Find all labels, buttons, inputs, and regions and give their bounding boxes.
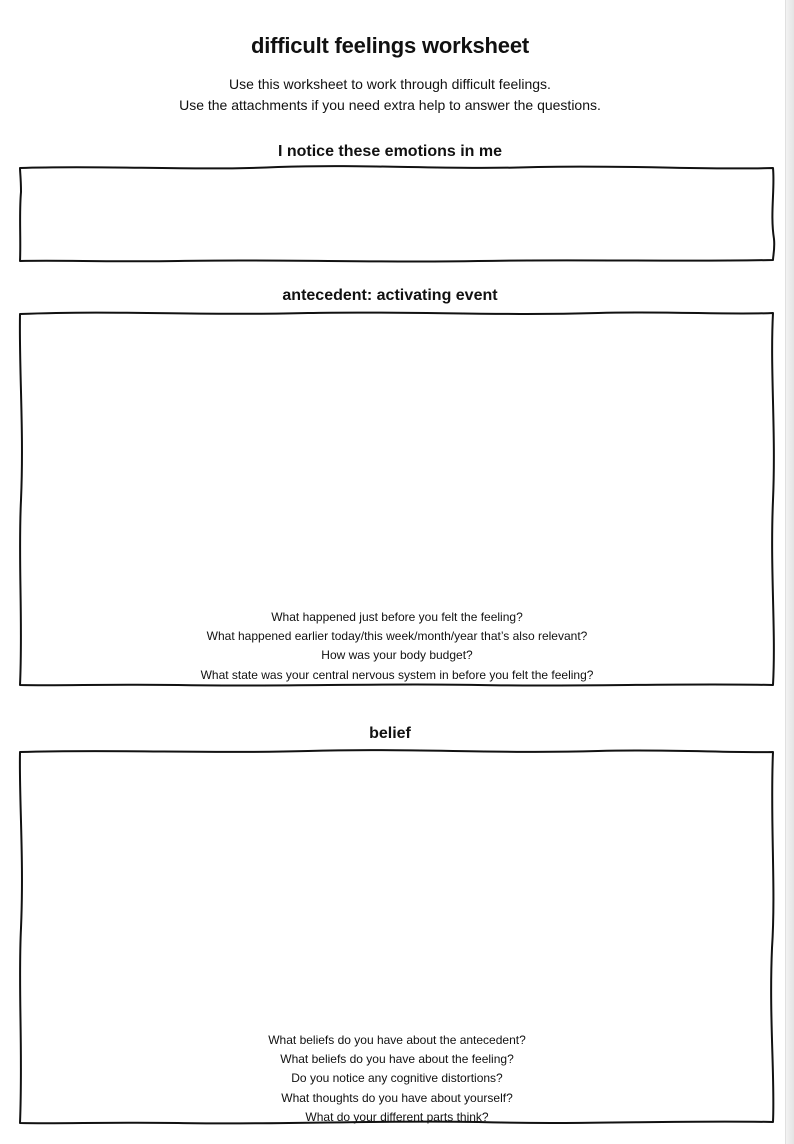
emotions-box[interactable] — [18, 164, 776, 264]
antecedent-prompt: How was your body budget? — [321, 648, 473, 663]
antecedent-prompts — [18, 608, 776, 685]
belief-prompts — [18, 1031, 776, 1127]
belief-prompt: What do your different parts think? — [305, 1109, 489, 1124]
belief-prompt: What thoughts do you have about yourself? — [281, 1090, 513, 1105]
belief-prompt: What beliefs do you have about the feeling? — [280, 1052, 514, 1067]
antecedent-prompt: What state was your central nervous system in before you felt the feeling? — [200, 667, 594, 682]
antecedent-prompt: What happened earlier today/this week/month/year that’s also relevant? — [206, 629, 588, 644]
intro-line-1: Use this worksheet to work through difficult feelings. — [229, 76, 551, 92]
worksheet-title: difficult feelings worksheet — [250, 33, 529, 58]
page-edge — [785, 0, 794, 1144]
belief-heading: belief — [369, 725, 411, 742]
belief-prompt: Do you notice any cognitive distortions? — [291, 1071, 503, 1086]
emotions-box-border — [18, 164, 776, 264]
belief-box[interactable] — [18, 748, 776, 1126]
antecedent-prompt: What happened just before you felt the feeling? — [271, 610, 523, 624]
intro-line-2: Use the attachments if you need extra help to answer the questions. — [179, 97, 601, 113]
belief-prompt: What beliefs do you have about the antecedent? — [268, 1033, 526, 1047]
emotions-heading: I notice these emotions in me — [277, 143, 503, 160]
antecedent-box[interactable] — [18, 310, 776, 688]
antecedent-heading: antecedent: activating event — [282, 287, 498, 304]
